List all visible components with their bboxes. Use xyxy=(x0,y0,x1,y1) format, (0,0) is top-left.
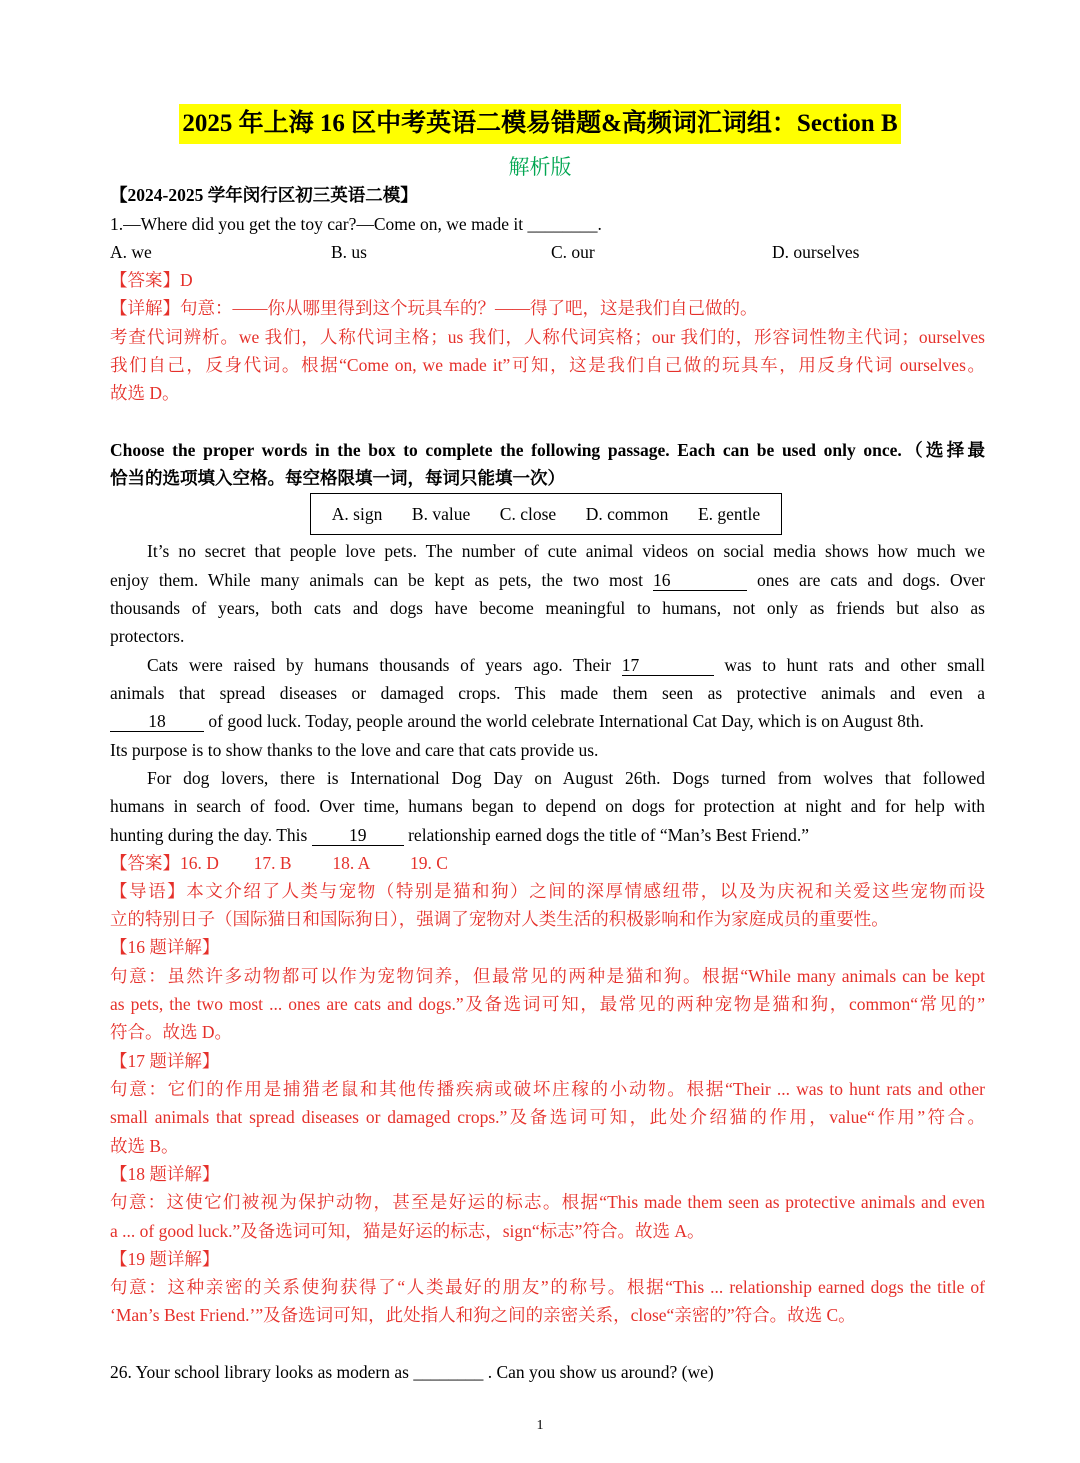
page-title: 2025 年上海 16 区中考英语二模易错题&高频词汇词组：Section B xyxy=(179,104,900,144)
q1-option-a: A. we xyxy=(110,242,152,262)
blank-16: 16 xyxy=(653,570,747,591)
passage-line: animals that spread diseases or damaged crops. This made them seen as protective animals and even a xyxy=(110,683,985,703)
q1-answer: 【答案】D xyxy=(110,270,193,290)
q26-stem: 26. Your school library looks as modern as ________ . Can you show us around? (we) xyxy=(110,1362,714,1382)
detail-line: small animals that spread diseases or damaged crops.”及备选词可知，此处介绍猫的作用，value“作用”符合。 xyxy=(110,1107,985,1127)
detail-heading-16: 【16 题详解】 xyxy=(110,937,220,957)
passage-line: thousands of years, both cats and dogs have become meaningful to humans, not only as friends but also as xyxy=(110,598,985,618)
q1-option-d: D. ourselves xyxy=(772,242,860,262)
passage-line: protectors. xyxy=(110,626,185,646)
passage-line: Cats were raised by humans thousands of years ago. Their 17 was to hunt rats and other small xyxy=(147,655,986,675)
passage-line: 18 of good luck. Today, people around the world celebrate International Cat Day, which is on August 8th. xyxy=(110,707,924,735)
q26-blank: ________ xyxy=(413,1362,484,1382)
q1-option-b: B. us xyxy=(331,242,367,262)
detail-heading-19: 【19 题详解】 xyxy=(110,1249,220,1269)
passage-line: hunting during the day. This 19 relationship earned dogs the title of “Man’s Best Friend.” xyxy=(110,825,810,845)
word-box-item: B. value xyxy=(411,503,471,524)
guide-line: 立的特别日子（国际猫日和国际狗日），强调了宠物对人类生活的积极影响和作为家庭成员的重要性。 xyxy=(110,909,889,929)
q1-stem: 1.—Where did you get the toy car?—Come on, we made it ________. xyxy=(110,214,602,234)
q1-explanation-line: 故选 D。 xyxy=(110,383,180,403)
blank-19: 19 xyxy=(312,825,404,846)
detail-line: 故选 B。 xyxy=(110,1136,179,1156)
detail-line: as pets, the two most ... ones are cats and dogs.”及备选词可知，最常见的两种宠物是猫和狗，common“常见的” xyxy=(110,994,985,1014)
q1-explanation-line: 我们自己，反身代词。根据“Come on, we made it”可知，这是我们自己做的玩具车，用反身代词 ourselves。 xyxy=(110,355,985,375)
detail-line: 句意：这种亲密的关系使狗获得了“人类最好的朋友”的称号。根据“This ... relationship earned dogs the title of xyxy=(110,1277,985,1297)
blank-18: 18 xyxy=(110,711,204,732)
word-box xyxy=(310,493,782,535)
detail-line: 句意：它们的作用是捕猎老鼠和其他传播疾病或破坏庄稼的小动物。根据“Their ... was to hunt rats and other xyxy=(110,1079,985,1099)
word-box-item: A. sign xyxy=(331,503,383,524)
passage-line: It’s no secret that people love pets. The number of cute animal videos on social media shows how much we xyxy=(147,541,985,561)
passage-answers: 【答案】16. D 17. B 18. A 19. C xyxy=(110,853,448,873)
passage-instruction: 恰当的选项填入空格。每空格限填一词，每词只能填一次） xyxy=(110,468,565,488)
passage-line: enjoy them. While many animals can be kept as pets, the two most 16 ones are cats and dogs. Over xyxy=(110,570,985,590)
page-number: 1 xyxy=(536,1418,544,1433)
detail-line: a ... of good luck.”及备选词可知，猫是好运的标志，sign“标志”符合。故选 A。 xyxy=(110,1221,705,1241)
passage-instruction: Choose the proper words in the box to complete the following passage. Each can be used only once.（选择最 xyxy=(110,440,985,460)
q1-option-c: C. our xyxy=(551,242,595,262)
blank-17: 17 xyxy=(622,655,714,676)
word-box-item: E. gentle xyxy=(697,503,761,524)
word-box-item: D. common xyxy=(585,503,669,524)
passage-line: Its purpose is to show thanks to the love and care that cats provide us. xyxy=(110,740,599,760)
q1-source: 【2024-2025 学年闵行区初三英语二模】 xyxy=(110,185,418,205)
passage-line: humans in search of food. Over time, humans began to depend on dogs for protection at night and for help with xyxy=(110,796,985,816)
word-box-item: C. close xyxy=(499,503,557,524)
guide-line: 【导语】本文介绍了人类与宠物（特别是猫和狗）之间的深厚情感纽带，以及为庆祝和关爱这些宠物而设 xyxy=(110,881,985,901)
q1-explanation-line: 【详解】句意：——你从哪里得到这个玩具车的？——得了吧，这是我们自己做的。 xyxy=(110,298,758,318)
detail-line: 句意：虽然许多动物都可以作为宠物饲养，但最常见的两种是猫和狗。根据“While many animals can be kept xyxy=(110,966,985,986)
passage-line: For dog lovers, there is International Dog Day on August 26th. Dogs turned from wolves that followed xyxy=(147,768,985,788)
detail-heading-17: 【17 题详解】 xyxy=(110,1051,220,1071)
detail-heading-18: 【18 题详解】 xyxy=(110,1164,220,1184)
detail-line: 句意：这使它们被视为保护动物，甚至是好运的标志。根据“This made them seen as protective animals and even xyxy=(110,1192,985,1212)
title-wrap xyxy=(0,104,1080,144)
q1-explanation-line: 考查代词辨析。we 我们，人称代词主格；us 我们，人称代词宾格；our 我们的，形容词性物主代词；ourselves xyxy=(110,327,985,347)
detail-line: 符合。故选 D。 xyxy=(110,1022,233,1042)
detail-line: ‘Man’s Best Friend.’”及备选词可知，此处指人和狗之间的亲密关系，close“亲密的”符合。故选 C。 xyxy=(110,1305,856,1325)
page-subtitle: 解析版 xyxy=(508,155,572,179)
